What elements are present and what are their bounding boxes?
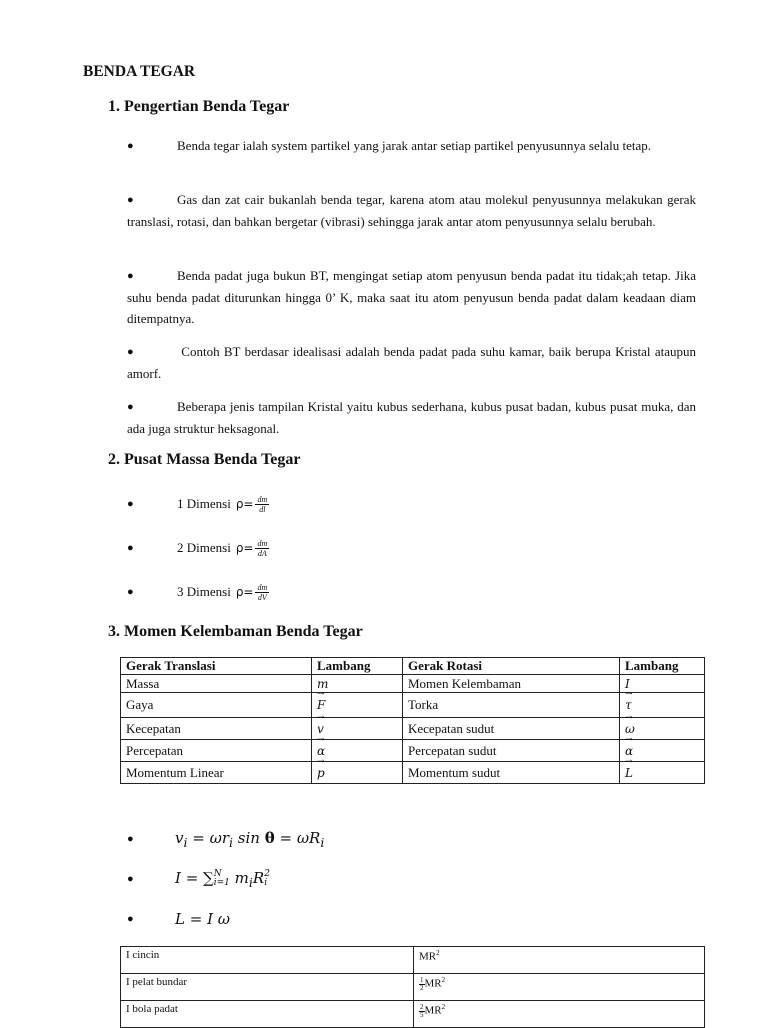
- table-cell: Momen Kelembaman: [403, 675, 620, 693]
- equation-moment-of-inertia: [127, 866, 270, 892]
- density-3d: [127, 580, 269, 604]
- eq-sub: i: [320, 834, 325, 850]
- vector-symbol: → F: [317, 698, 325, 712]
- table-cell: Massa: [121, 675, 312, 693]
- inertia-formula: MR: [419, 950, 437, 963]
- table-cell-symbol: I: [620, 675, 705, 693]
- eq-sub: i: [248, 874, 253, 890]
- inertia-formula: MR: [424, 1004, 442, 1017]
- fraction-numerator: 2: [420, 1002, 424, 1011]
- eq-part: I = ∑: [175, 868, 214, 887]
- vector-symbol: → L: [625, 766, 633, 780]
- rho-symbol: ρ=: [235, 541, 254, 555]
- fraction-denominator: dl: [259, 504, 266, 514]
- fraction-numerator: dm: [257, 582, 268, 592]
- equation-math: L = I ω: [175, 910, 230, 928]
- inertia-sup: 2: [436, 949, 440, 957]
- table-row: [121, 718, 705, 740]
- table-cell: Kecepatan: [121, 718, 312, 740]
- bullet-3: [127, 265, 696, 329]
- table-cell: Momentum Linear: [121, 762, 312, 784]
- table-row: [121, 675, 705, 693]
- fraction-numerator: 1: [420, 975, 424, 984]
- bullet-dot-icon: ●: [127, 498, 134, 510]
- inertia-name: I pelat bundar: [121, 974, 414, 1001]
- density-label: 3 Dimensi: [177, 584, 231, 599]
- bullet-text: Benda tegar ialah system partikel yang jarak antar setiap partikel penyusunnya selalu tetap.: [177, 138, 651, 153]
- rho-symbol: ρ=: [235, 497, 254, 511]
- density-label: 1 Dimensi: [177, 496, 231, 511]
- bullet-dot-icon: ●: [127, 270, 134, 282]
- bullet-1: [127, 135, 696, 157]
- bullet-dot-icon: ●: [127, 542, 134, 554]
- sum-lower: i=1: [213, 877, 230, 888]
- inertia-value: [414, 947, 705, 974]
- density-2d: [127, 536, 269, 560]
- table-cell-symbol: [312, 718, 403, 740]
- table-cell-symbol: [312, 762, 403, 784]
- eq-part: = ωr: [187, 828, 229, 847]
- inertia-sup: 2: [441, 1003, 446, 1011]
- density-fraction: [255, 495, 269, 514]
- bullet-dot-icon: ●: [127, 401, 134, 413]
- fraction-numerator: dm: [257, 494, 268, 504]
- table-cell: Kecepatan sudut: [403, 718, 620, 740]
- fraction-denominator: dA: [257, 548, 267, 558]
- bullet-dot-icon: ●: [127, 586, 134, 598]
- bullet-text: Contoh BT berdasar idealisasi adalah benda padat pada suhu kamar, baik berupa Kristal ataupun amorf.: [127, 344, 696, 381]
- eq-sub: i: [183, 834, 188, 850]
- vector-symbol: → v: [317, 722, 324, 736]
- table-row: [121, 740, 705, 762]
- inertia-sup: 2: [441, 976, 446, 984]
- eq-supsub: [264, 870, 270, 888]
- fraction-denominator: 5: [420, 1010, 424, 1019]
- eq-sub: i: [229, 834, 233, 850]
- header-lambang: Lambang: [620, 658, 705, 675]
- vector-symbol: → α: [625, 744, 633, 758]
- density-fraction: [255, 583, 269, 602]
- vector-symbol: → p: [317, 766, 325, 780]
- equation-math: [175, 869, 270, 890]
- sum-upper: N: [213, 868, 222, 879]
- sum-limits: [214, 870, 230, 888]
- inertia-value: [414, 974, 705, 1001]
- bullet-dot-icon: ●: [127, 140, 134, 152]
- table-cell: Percepatan: [121, 740, 312, 762]
- density-fraction: [255, 539, 269, 558]
- table-row: [121, 1001, 705, 1028]
- section-3-heading: 3. Momen Kelembaman Benda Tegar: [108, 623, 363, 640]
- table-header-row: [121, 658, 705, 675]
- table-cell: Percepatan sudut: [403, 740, 620, 762]
- table-row: [121, 693, 705, 718]
- bullet-dot-icon: ●: [127, 194, 134, 206]
- rho-symbol: ρ=: [235, 585, 254, 599]
- equation-math: [175, 829, 324, 850]
- table-cell-symbol: [620, 762, 705, 784]
- eq-part: v: [175, 828, 184, 847]
- density-label: 2 Dimensi: [177, 540, 231, 555]
- table-cell-symbol: m: [312, 675, 403, 693]
- vector-symbol: → ω: [625, 722, 635, 736]
- equation-velocity: [127, 826, 324, 852]
- table-cell-symbol: [312, 740, 403, 762]
- inertia-value: [414, 1001, 705, 1028]
- fraction-numerator: dm: [257, 538, 268, 548]
- bullet-text: Gas dan zat cair bukanlah benda tegar, karena atom atau molekul penyusunnya melakukan gerak translasi, rotasi, dan bahkan bergetar (vibrasi) sehingga jarak antar atom penyusunnya selalu berubah.: [127, 192, 696, 229]
- inertia-name: I cincin: [121, 947, 414, 974]
- section-1-heading: 1. Pengertian Benda Tegar: [108, 98, 290, 115]
- header-lambang: Lambang: [312, 658, 403, 675]
- inertia-formula: MR: [424, 977, 442, 990]
- bullet-dot-icon: ●: [127, 346, 134, 358]
- eq-theta: θ: [264, 828, 275, 847]
- table-row: [121, 974, 705, 1001]
- eq-sub: i: [264, 877, 268, 888]
- table-row: [121, 762, 705, 784]
- eq-part: R: [252, 868, 265, 887]
- table-cell: Gaya: [121, 693, 312, 718]
- vector-symbol: → τ: [625, 698, 632, 712]
- bullet-text: Benda padat juga bukun BT, mengingat setiap atom penyusun benda padat itu tidak;ah tetap. Jika suhu benda padat diturunkan hingga 0’ K, maka saat itu atom penyusun benda padat dalam keadaan diam ditempatnya.: [127, 268, 696, 326]
- table-cell-symbol: [312, 693, 403, 718]
- bullet-dot-icon: ●: [127, 833, 134, 845]
- bullet-text: Beberapa jenis tampilan Kristal yaitu kubus sederhana, kubus pusat badan, kubus pusat muka, dan ada juga struktur heksagonal.: [127, 399, 696, 436]
- bullet-4: [127, 341, 696, 384]
- fraction-denominator: 2: [420, 983, 424, 992]
- section-2-heading: 2. Pusat Massa Benda Tegar: [108, 451, 301, 468]
- header-gerak-rotasi: Gerak Rotasi: [403, 658, 620, 675]
- document-title: BENDA TEGAR: [83, 63, 196, 80]
- bullet-5: [127, 396, 696, 439]
- equation-angular-momentum: [127, 906, 230, 932]
- eq-part: sin: [233, 828, 265, 847]
- density-1d: [127, 492, 269, 516]
- vector-symbol: → α: [317, 744, 325, 758]
- bullet-dot-icon: ●: [127, 873, 134, 885]
- eq-sup: 2: [264, 868, 270, 879]
- fraction-denominator: dV: [257, 592, 267, 602]
- inertia-name: I bola padat: [121, 1001, 414, 1028]
- translation-rotation-table: [120, 657, 705, 784]
- eq-part: = ωR: [274, 828, 321, 847]
- bullet-2: [127, 189, 696, 232]
- header-gerak-translasi: Gerak Translasi: [121, 658, 312, 675]
- table-cell: Torka: [403, 693, 620, 718]
- table-cell: Momentum sudut: [403, 762, 620, 784]
- bullet-dot-icon: ●: [127, 913, 134, 925]
- table-row: [121, 947, 705, 974]
- eq-part: m: [229, 868, 249, 887]
- inertia-table: [120, 946, 705, 1028]
